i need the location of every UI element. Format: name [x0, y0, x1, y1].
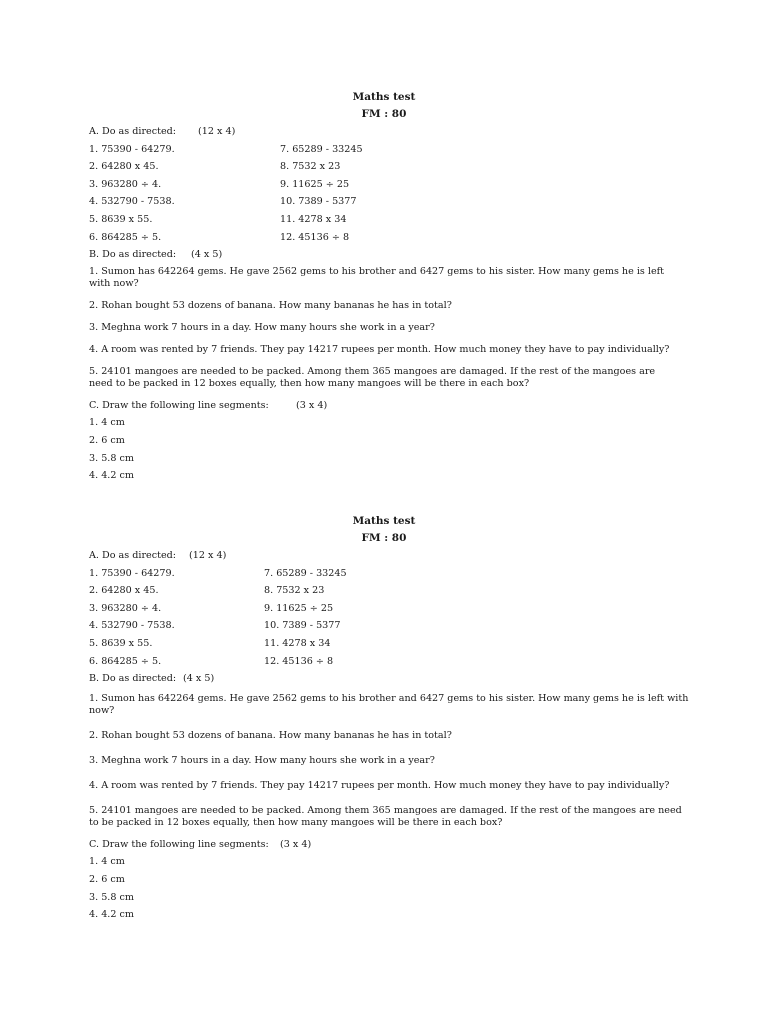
problem-item: 9. 11625 ÷ 25 [280, 178, 350, 190]
section-c-heading [0, 836, 768, 854]
line-segment-item: 4. 4.2 cm [89, 909, 134, 921]
section-c-marks: (3 x 4) [296, 399, 328, 411]
problem-row [0, 653, 768, 671]
problem-item: 12. 45136 ÷ 8 [264, 655, 334, 667]
word-problem: 1. Sumon has 642264 gems. He gave 2562 gems to his brother and 6427 gems to his sister. How many gems he is left with now? [89, 692, 689, 716]
problem-row [0, 635, 768, 653]
problem-item: 6. 864285 ÷ 5. [89, 231, 162, 243]
test-sheet-1 [0, 88, 768, 485]
problem-item: 1. 75390 - 64279. [89, 143, 175, 155]
line-segment-item: 4. 4.2 cm [89, 470, 134, 482]
line-segment-item: 1. 4 cm [89, 856, 125, 868]
problem-row [0, 158, 768, 176]
section-b-label: B. Do as directed: [89, 249, 177, 261]
full-marks: FM : 80 [361, 108, 407, 120]
section-c-label: C. Draw the following line segments: [89, 399, 269, 411]
problem-row [0, 565, 768, 583]
word-problem: 4. A room was rented by 7 friends. They pay 14217 rupees per month. How much money they have to pay individually? [89, 779, 670, 791]
problem-row [0, 600, 768, 618]
problem-item: 3. 963280 ÷ 4. [89, 178, 162, 190]
problem-item: 6. 864285 ÷ 5. [89, 655, 162, 667]
test-title: Maths test [352, 515, 416, 527]
problem-item: 5. 8639 x 55. [89, 213, 153, 225]
section-a-heading [0, 123, 768, 141]
problem-item: 7. 65289 - 33245 [280, 143, 363, 155]
word-problem: 3. Meghna work 7 hours in a day. How many hours she work in a year? [89, 754, 435, 766]
word-problem: 5. 24101 mangoes are needed to be packed. Among them 365 mangoes are damaged. If the rest of the mangoes are need to be packed in 12 boxes equally, then how many mangoes will be there in each box? [89, 804, 682, 828]
problem-row [0, 617, 768, 635]
section-c-marks: (3 x 4) [280, 838, 312, 850]
problem-item: 2. 64280 x 45. [89, 161, 159, 173]
word-problem: 4. A room was rented by 7 friends. They pay 14217 rupees per month. How much money they have to pay individually? [89, 343, 670, 355]
problem-row [0, 211, 768, 229]
full-marks: FM : 80 [361, 532, 407, 544]
section-c-heading [0, 397, 768, 415]
problem-item: 11. 4278 x 34 [264, 637, 331, 649]
line-segment-item: 1. 4 cm [89, 417, 125, 429]
problem-row [0, 193, 768, 211]
problem-row [0, 229, 768, 247]
line-segment-item: 3. 5.8 cm [89, 891, 134, 903]
word-problem: 5. 24101 mangoes are needed to be packed. Among them 365 mangoes are damaged. If the rest of the mangoes are need to be packed in 12 boxes equally, then how many mangoes will be there in each box? [89, 365, 656, 389]
problem-item: 10. 7389 - 5377 [280, 196, 357, 208]
problem-item: 2. 64280 x 45. [89, 585, 159, 597]
problem-item: 8. 7532 x 23 [264, 585, 325, 597]
section-b-marks: (4 x 5) [191, 249, 223, 261]
line-segment-item: 3. 5.8 cm [89, 452, 134, 464]
problem-item: 3. 963280 ÷ 4. [89, 602, 162, 614]
line-segment-item: 2. 6 cm [89, 873, 125, 885]
problem-item: 10. 7389 - 5377 [264, 620, 341, 632]
test-title: Maths test [352, 91, 416, 103]
problem-row [0, 176, 768, 194]
problem-row [0, 141, 768, 159]
section-a-heading [0, 547, 768, 565]
problem-row [0, 582, 768, 600]
problem-item: 7. 65289 - 33245 [264, 567, 347, 579]
problem-item: 8. 7532 x 23 [280, 161, 341, 173]
section-a-label: A. Do as directed: [89, 550, 176, 561]
line-segment-item: 2. 6 cm [89, 434, 125, 446]
problem-item: 12. 45136 ÷ 8 [280, 231, 350, 243]
word-problem: 2. Rohan bought 53 dozens of banana. How many bananas he has in total? [89, 299, 452, 311]
section-b-heading [0, 246, 768, 264]
word-problem: 2. Rohan bought 53 dozens of banana. How many bananas he has in total? [89, 729, 452, 741]
section-a-marks: (12 x 4) [198, 126, 236, 137]
word-problem: 1. Sumon has 642264 gems. He gave 2562 gems to his brother and 6427 gems to his sister. How many gems he is left with now? [89, 265, 665, 289]
problem-item: 4. 532790 - 7538. [89, 196, 175, 208]
problem-item: 9. 11625 ÷ 25 [264, 602, 334, 614]
section-b-marks: (4 x 5) [183, 673, 215, 685]
problem-item: 5. 8639 x 55. [89, 637, 153, 649]
section-c-label: C. Draw the following line segments: [89, 838, 269, 850]
test-sheet-2 [0, 512, 768, 924]
problem-item: 4. 532790 - 7538. [89, 620, 175, 632]
section-b-heading [0, 670, 768, 688]
problem-item: 11. 4278 x 34 [280, 213, 347, 225]
problem-item: 1. 75390 - 64279. [89, 567, 175, 579]
section-a-marks: (12 x 4) [189, 550, 227, 561]
section-b-label: B. Do as directed: [89, 673, 177, 685]
section-a-label: A. Do as directed: [89, 126, 176, 137]
word-problem: 3. Meghna work 7 hours in a day. How many hours she work in a year? [89, 321, 435, 333]
